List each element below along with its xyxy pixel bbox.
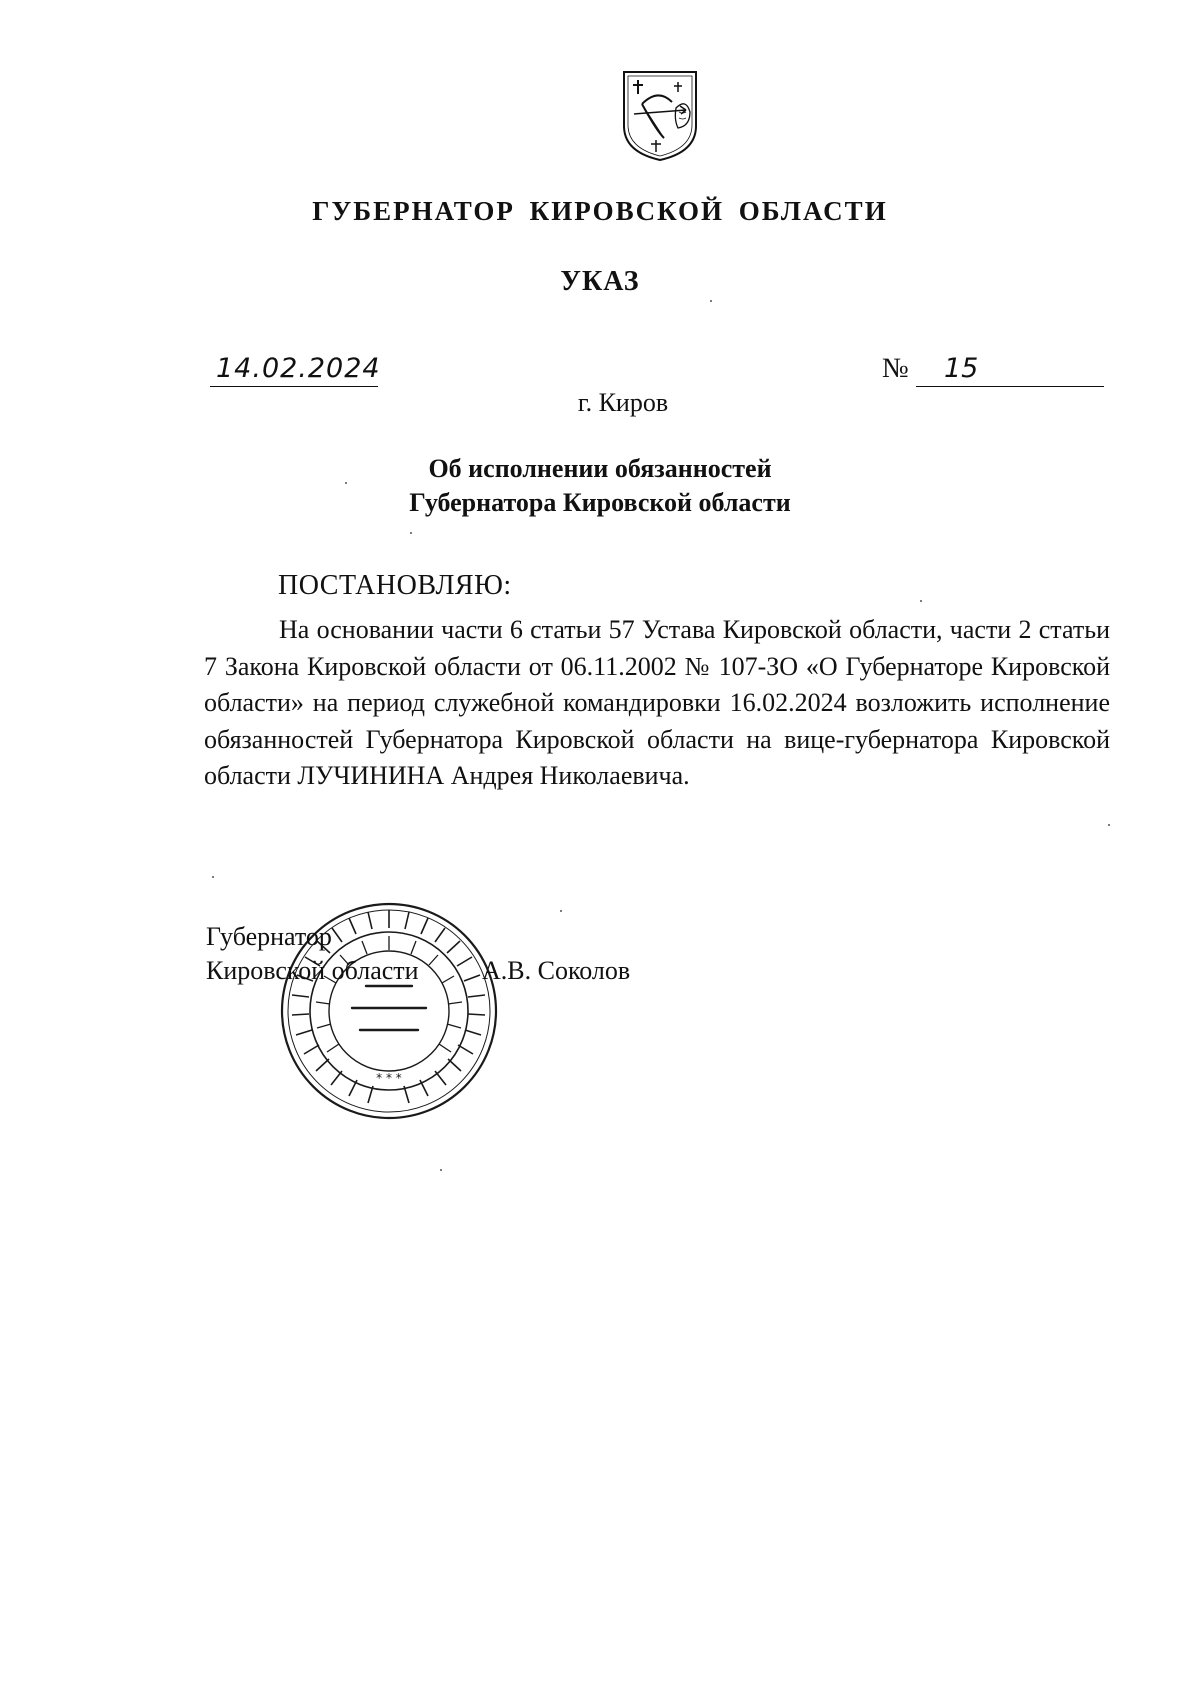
signature-title [206,920,419,988]
signature-title-line-2: Кировской области [206,956,419,985]
signature-title-line-1: Губернатор [206,922,332,951]
kirov-coat-of-arms-icon [620,68,700,164]
scan-speck [440,1169,442,1171]
document-type: УКАЗ [560,266,640,297]
document-date: 14.02.2024 [216,353,381,384]
subject-line-1: Об исполнении обязанностей [428,454,772,483]
scan-speck [1108,824,1110,826]
signatory-name: А.В. Соколов [482,956,631,985]
document-subject [0,452,1200,520]
scan-speck [345,482,347,484]
scan-speck [920,600,922,602]
scan-speck [410,532,412,534]
city: г. Киров [577,388,669,417]
subject-line-2: Губернатора Кировской области [409,488,791,517]
date-field [210,352,381,387]
scan-speck [710,300,712,302]
scan-speck [560,910,562,912]
number-label: № [882,353,909,384]
body-paragraph: На основании части 6 статьи 57 Устава Кировской области, части 2 статьи 7 Закона Кировской области от 06.11.2002 № 107-ЗО «О Губернаторе Кировской области» на период служебной командировки 16.02.2024 возложить исполнение обязанностей Губернатора Кировской области на вице-губернатора Кировской области ЛУЧИНИНА Андрея Николаевича. [204,615,1110,790]
scan-speck [212,876,214,878]
number-field [916,352,1104,387]
decree-word: ПОСТАНОВЛЯЮ: [278,570,512,601]
document-number: 15 [944,353,979,384]
issuing-authority: ГУБЕРНАТОР КИРОВСКОЙ ОБЛАСТИ [312,196,888,226]
svg-text:* * *: * * * [376,1071,402,1085]
